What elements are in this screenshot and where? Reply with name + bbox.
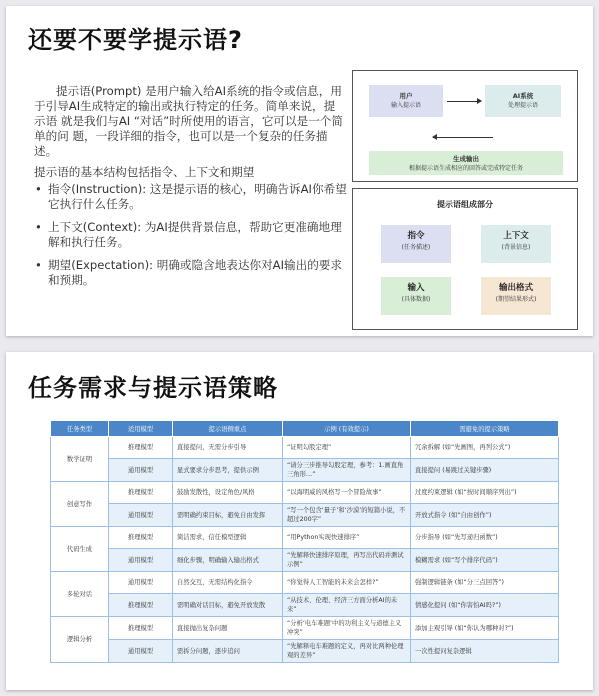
model-cell: 通用模型 (109, 504, 173, 527)
components-title: 提示语组成部分 (437, 200, 493, 209)
task-cell: 逻辑分析 (51, 617, 109, 663)
output-node-title: 生成输出 (453, 155, 479, 163)
example-cell: “证明勾股定理” (283, 437, 411, 459)
focus-cell: 显式要求分步思考，提供示例 (173, 459, 283, 482)
prompt-components-diagram (352, 188, 578, 330)
avoid-cell: 开放式指令 (如“自由创作”) (411, 504, 559, 527)
user-node-title: 用户 (399, 92, 413, 100)
table-row (51, 504, 559, 527)
model-cell: 推理模型 (109, 437, 173, 459)
output-node (369, 151, 563, 175)
component-name: 输入 (407, 283, 425, 293)
table-row (51, 549, 559, 572)
table-header-row (51, 421, 559, 437)
arrow-right-icon (447, 101, 481, 102)
table-row (51, 640, 559, 663)
focus-cell: 鼓励发散性，设定角色/风格 (173, 482, 283, 504)
slide-task-strategy (6, 352, 593, 690)
slide-title: 还要不要学提示语? (28, 26, 243, 54)
avoid-cell: 分步指导 (如“先写递归函数”) (411, 527, 559, 549)
component-output-format (481, 277, 551, 315)
avoid-cell: 冗余拆解 (如“先画图，再列公式”) (411, 437, 559, 459)
header-avoid: 需避免的提示策略 (411, 421, 559, 437)
bullet-context: • 上下文(Context): 为AI提供背景信息，帮助它更准确地理解和执行任务。 (34, 220, 352, 250)
component-desc: (背景信息) (501, 244, 531, 251)
structure-heading: 提示语的基本结构包括指令、上下文和期望 (34, 165, 255, 179)
focus-cell: 需拆分问题，逐步追问 (173, 640, 283, 663)
component-context (481, 225, 551, 263)
task-cell: 数学证明 (51, 437, 109, 482)
header-model: 适用模型 (109, 421, 173, 437)
user-node-sub: 输入提示语 (390, 102, 421, 109)
avoid-cell: 模糊需求 (如“写个排序代码”) (411, 549, 559, 572)
avoid-cell: 添加主观引导 (如“你认为哪种对?”) (411, 617, 559, 640)
example-cell: “以海明威的风格写一个冒险故事” (283, 482, 411, 504)
model-cell: 通用模型 (109, 640, 173, 663)
model-cell: 推理模型 (109, 617, 173, 640)
prompt-flow-diagram (352, 70, 578, 182)
structure-bullets (34, 182, 352, 296)
avoid-cell: 一次性提问复杂逻辑 (411, 640, 559, 663)
slide-prompt-intro (6, 6, 593, 336)
bullet-instruction: • 指令(Instruction): 这是提示语的核心，明确告诉AI你希望 它执行什么任务。 (34, 182, 352, 212)
model-cell: 通用模型 (109, 549, 173, 572)
avoid-cell: 过度约束逻辑 (如“按时间顺序列出”) (411, 482, 559, 504)
focus-cell: 需明确约束目标，避免自由发挥 (173, 504, 283, 527)
output-node-sub: 根据提示语生成相应的回答或完成特定任务 (408, 165, 523, 172)
component-input (381, 277, 451, 315)
component-name: 输出格式 (498, 283, 533, 293)
arrow-left-icon (433, 137, 493, 138)
component-desc: (任务描述) (401, 244, 431, 251)
example-cell: “请分三步推导勾股定理，参考：1.画直角三角形…” (283, 459, 411, 482)
example-cell: “用Python实现快速排序” (283, 527, 411, 549)
example-cell: “你觉得人工智能的未来会怎样?” (283, 572, 411, 594)
example-cell: “先解释电车难题的定义，再对比两种伦理观的差异” (283, 640, 411, 663)
model-cell: 推理模型 (109, 482, 173, 504)
avoid-cell: 强制逻辑链条 (如“分三点回答”) (411, 572, 559, 594)
component-desc: (期望结果形式) (495, 296, 537, 303)
model-cell: 推理模型 (109, 594, 173, 617)
focus-cell: 细化步骤，明确输入输出格式 (173, 549, 283, 572)
component-desc: (具体数据) (401, 296, 431, 303)
task-cell: 代码生成 (51, 527, 109, 572)
table-row (51, 527, 559, 549)
example-cell: “先解释快速排序原理，再写出代码并测试示例” (283, 549, 411, 572)
task-cell: 多轮对话 (51, 572, 109, 617)
example-cell: “从技术、伦理、经济三方面分析AI的未来” (283, 594, 411, 617)
model-cell: 通用模型 (109, 572, 173, 594)
focus-cell: 直接提问，无需分步引导 (173, 437, 283, 459)
task-cell: 创意写作 (51, 482, 109, 527)
intro-paragraph: 提示语(Prompt) 是用户输入给AI系统的指令或信息，用于引导AI生成特定的输出或执行特定的任务。简单来说，提示语 就是我们与AI “对话”时所使用的语言，它可以是一个简单的问 题，一段详细的指令，也可以是一个复杂的任务描述。 (34, 84, 343, 158)
ai-node-sub: 处理提示语 (507, 102, 538, 109)
example-cell: “写一个包含‘量子’和‘沙漠’的短篇小说，不超过200字” (283, 504, 411, 527)
header-task-type: 任务类型 (51, 421, 109, 437)
table-row (51, 459, 559, 482)
component-instruction (381, 225, 451, 263)
table-row (51, 617, 559, 640)
ai-node-title: AI系统 (512, 92, 534, 100)
focus-cell: 直接抛出复杂问题 (173, 617, 283, 640)
bullet-expectation: • 期望(Expectation): 明确或隐含地表达你对AI输出的要求和预期。 (34, 258, 352, 288)
table-row (51, 594, 559, 617)
component-name: 指令 (407, 231, 425, 241)
table-row (51, 437, 559, 459)
user-node (369, 85, 443, 117)
ai-node (485, 85, 561, 117)
component-name: 上下文 (503, 231, 529, 241)
focus-cell: 简洁需求，信任模型逻辑 (173, 527, 283, 549)
focus-cell: 需明确对话目标，避免开放发散 (173, 594, 283, 617)
slide-title: 任务需求与提示语策略 (28, 374, 278, 402)
avoid-cell: 直接提问 (易跳过关键步骤) (411, 459, 559, 482)
strategy-table (50, 420, 559, 663)
focus-cell: 自然交互，无需结构化指令 (173, 572, 283, 594)
model-cell: 推理模型 (109, 527, 173, 549)
avoid-cell: 情感化提问 (如“你害怕AI吗?”) (411, 594, 559, 617)
header-example: 示例 (有效提示) (283, 421, 411, 437)
example-cell: “分析‘电车难题’中的功利主义与道德主义冲突” (283, 617, 411, 640)
table-row (51, 482, 559, 504)
header-focus: 提示语侧重点 (173, 421, 283, 437)
table-row (51, 572, 559, 594)
model-cell: 通用模型 (109, 459, 173, 482)
